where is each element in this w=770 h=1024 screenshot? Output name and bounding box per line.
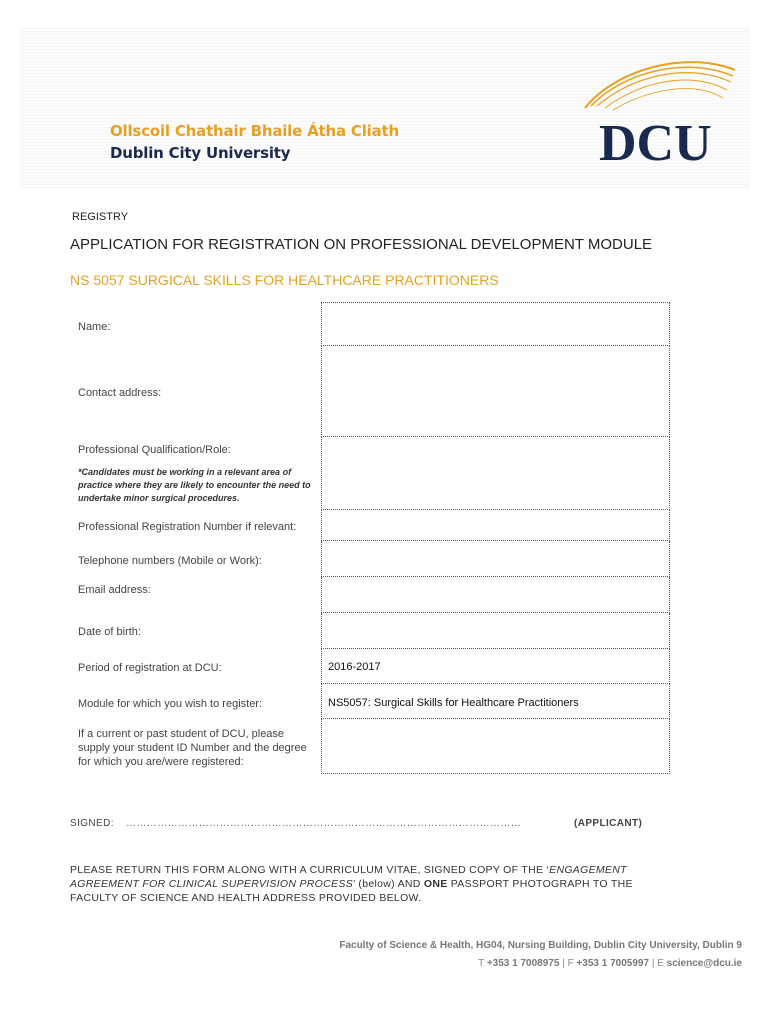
module-row bbox=[70, 684, 670, 719]
return-instructions bbox=[70, 863, 680, 905]
telephone-row bbox=[70, 541, 670, 577]
email-label: Email address: bbox=[78, 584, 151, 596]
telephone-label: Telephone numbers (Mobile or Work): bbox=[78, 555, 262, 567]
registration-number-field[interactable] bbox=[321, 510, 670, 541]
footer-address: Faculty of Science & Health, HG04, Nursing Building, Dublin City University, Dublin 9 bbox=[339, 940, 742, 951]
name-label: Name: bbox=[78, 321, 111, 333]
email-link[interactable]: science@dcu.ie bbox=[666, 958, 742, 969]
student-row bbox=[70, 719, 670, 774]
phone-number: +353 1 7008975 bbox=[486, 958, 560, 969]
logo-text: DCU bbox=[599, 115, 712, 170]
contact-label: Contact address: bbox=[78, 387, 162, 399]
email-field[interactable] bbox=[321, 577, 670, 613]
registry-label: REGISTRY bbox=[72, 211, 129, 223]
student-label: If a current or past student of DCU, please supply your student ID Number and the degree for which you are/were registered: bbox=[78, 728, 307, 768]
return-text-2: ’ (below) AND bbox=[352, 878, 424, 890]
dob-row bbox=[70, 613, 670, 649]
registration-row bbox=[70, 510, 670, 541]
return-text-bold: ONE bbox=[423, 878, 448, 890]
student-id-field[interactable] bbox=[321, 719, 670, 774]
signed-label: SIGNED: bbox=[70, 818, 114, 829]
module-subtitle: NS 5057 SURGICAL SKILLS FOR HEALTHCARE PRACTITIONERS bbox=[70, 272, 499, 288]
page-title: APPLICATION FOR REGISTRATION ON PROFESSIONAL DEVELOPMENT MODULE bbox=[70, 236, 653, 253]
period-value: 2016-2017 bbox=[328, 661, 381, 673]
contact-address-field[interactable] bbox=[321, 346, 670, 437]
return-text-italic: ENGAGEMENT AGREEMENT FOR CLINICAL SUPERVISION PROCESS bbox=[70, 864, 627, 890]
return-text-1: PLEASE RETURN THIS FORM ALONG WITH A CURRICULUM VITAE, SIGNED COPY OF THE ‘ bbox=[70, 864, 550, 876]
module-value: NS5057: Surgical Skills for Healthcare Practitioners bbox=[328, 697, 579, 709]
module-label: Module for which you wish to register: bbox=[78, 698, 263, 710]
return-text-3: PASSPORT PHOTOGRAPH TO THE FACULTY OF SCIENCE AND HEALTH ADDRESS PROVIDED BELOW. bbox=[70, 878, 633, 904]
dcu-logo bbox=[575, 50, 745, 170]
fax-number: +353 1 7005997 bbox=[576, 958, 650, 969]
name-row bbox=[70, 302, 670, 346]
qualification-label: Professional Qualification/Role: bbox=[78, 444, 231, 456]
period-row bbox=[70, 649, 670, 684]
phone-key: T bbox=[478, 958, 485, 969]
signature-line bbox=[70, 818, 643, 829]
fax-key: F bbox=[567, 958, 574, 969]
brand-irish-name: Ollscoil Chathair Bhaile Átha Cliath bbox=[110, 122, 399, 140]
period-label: Period of registration at DCU: bbox=[78, 662, 222, 674]
name-field[interactable] bbox=[321, 302, 670, 346]
qualification-field[interactable] bbox=[321, 437, 670, 510]
contact-row bbox=[70, 346, 670, 437]
applicant-label: (APPLICANT) bbox=[574, 818, 643, 829]
telephone-field[interactable] bbox=[321, 541, 670, 577]
email-row bbox=[70, 577, 670, 613]
signature-field[interactable]: …………………………………………………………………………………………………… bbox=[126, 818, 522, 829]
qualification-note: *Candidates must be working in a relevant area of practice where they are likely to encounter the need to undertake minor surgical procedures. bbox=[78, 467, 311, 503]
registration-label: Professional Registration Number if relevant: bbox=[78, 521, 297, 533]
qualification-row bbox=[70, 437, 670, 510]
date-of-birth-field[interactable] bbox=[321, 613, 670, 649]
email-key: E bbox=[657, 958, 664, 969]
dob-label: Date of birth: bbox=[78, 626, 141, 638]
footer-contacts: T +353 1 7008975 | F +353 1 7005997 | E science@dcu.ie bbox=[478, 958, 742, 969]
brand-english-name: Dublin City University bbox=[110, 144, 291, 162]
